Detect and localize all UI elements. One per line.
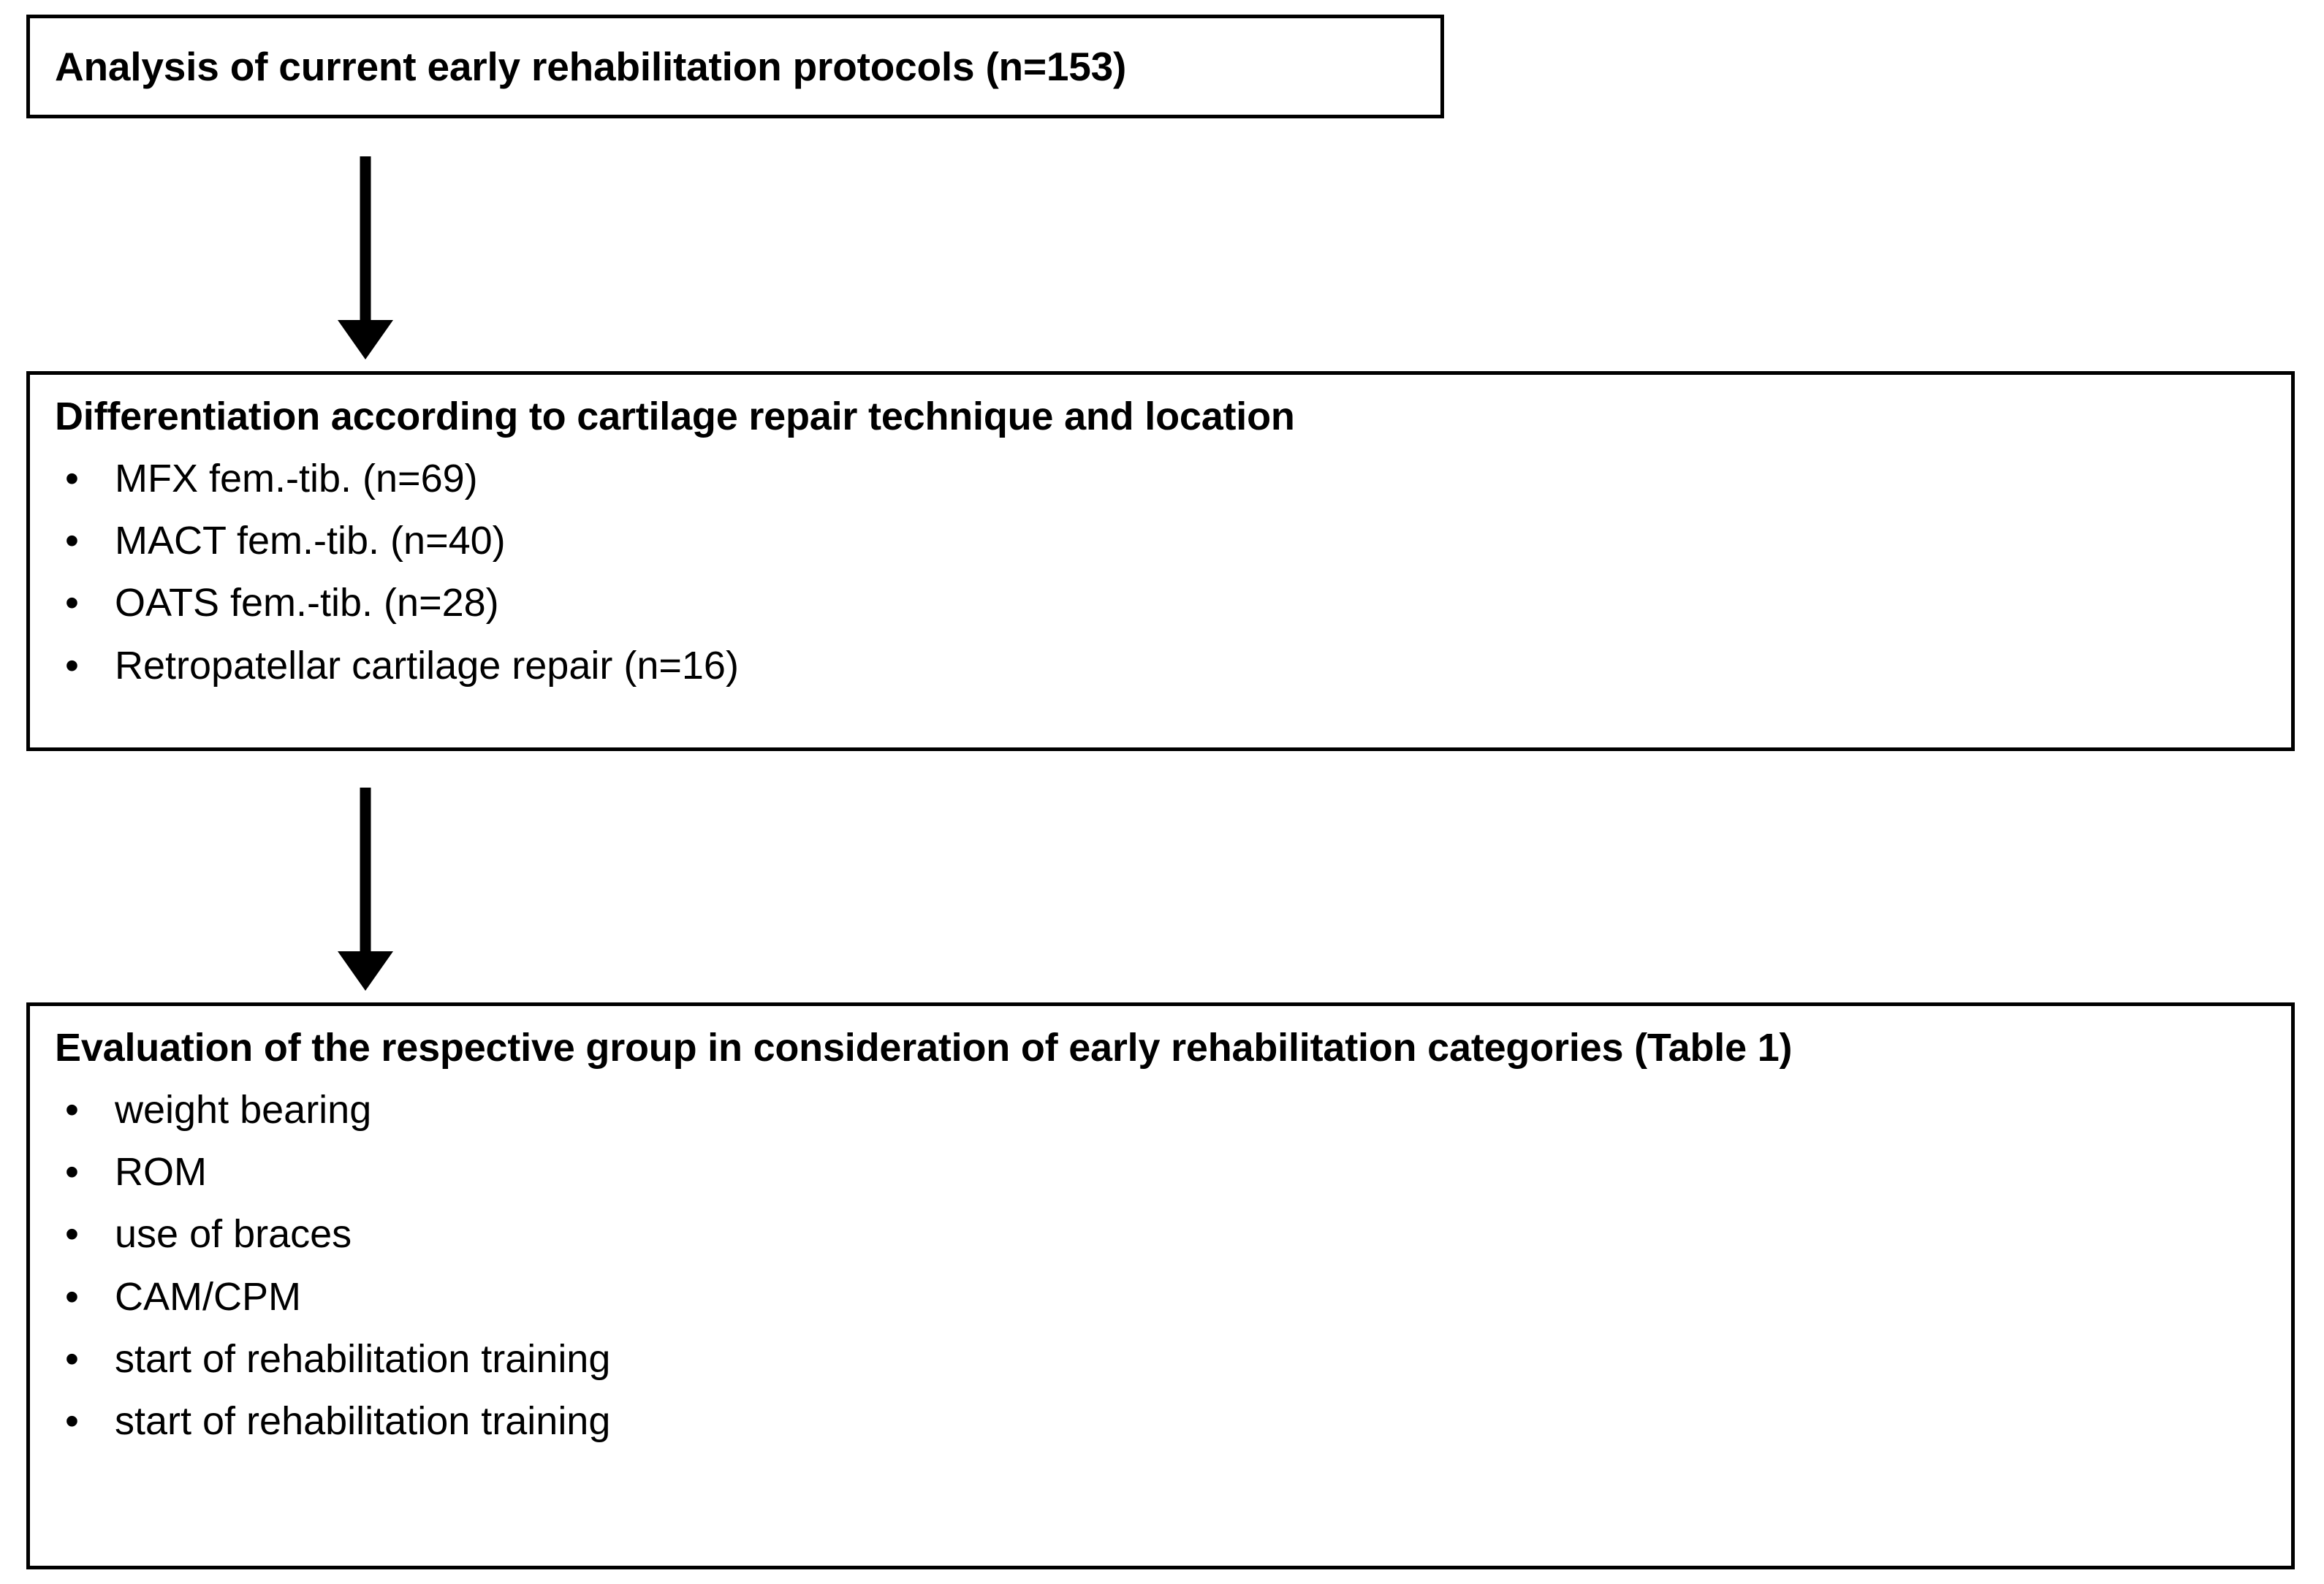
arrow-shaft: [360, 156, 371, 320]
flow-node-evaluation-list: [55, 1079, 2266, 1453]
flow-node-analysis: [26, 15, 1444, 118]
list-item: [55, 1141, 2266, 1203]
list-item: [55, 572, 2266, 634]
flow-node-differentiation: [26, 371, 2295, 751]
list-item: [55, 1328, 2266, 1390]
list-item-label: Retropatellar cartilage repair (n=16): [115, 643, 739, 688]
list-item-label: CAM/CPM: [115, 1274, 301, 1319]
bullet-icon: •: [65, 1150, 79, 1195]
flow-node-evaluation-title: Evaluation of the respective group in consideration of early rehabilitation categories (Table 1): [55, 1026, 1793, 1070]
arrow-head: [338, 951, 393, 991]
list-item: [55, 448, 2266, 510]
bullet-icon: •: [65, 643, 79, 688]
list-item: [55, 635, 2266, 697]
flow-node-evaluation: [26, 1002, 2295, 1569]
list-item: [55, 1390, 2266, 1452]
flow-node-analysis-title: Analysis of current early rehabilitation protocols (n=153): [55, 44, 1127, 89]
list-item-label: start of rehabilitation training: [115, 1399, 611, 1444]
bullet-icon: •: [65, 1212, 79, 1257]
list-item-label: OATS fem.-tib. (n=28): [115, 581, 499, 625]
arrow-shaft: [360, 788, 371, 951]
list-item: [55, 1266, 2266, 1328]
list-item-label: start of rehabilitation training: [115, 1336, 611, 1381]
bullet-icon: •: [65, 1274, 79, 1319]
flow-node-differentiation-title: Differentiation according to cartilage repair technique and location: [55, 395, 1295, 438]
list-item-label: ROM: [115, 1150, 207, 1195]
list-item-label: use of braces: [115, 1212, 352, 1257]
arrow-head: [338, 320, 393, 359]
list-item: [55, 510, 2266, 572]
bullet-icon: •: [65, 1399, 79, 1444]
bullet-icon: •: [65, 581, 79, 625]
down-arrow-icon: [322, 156, 409, 359]
bullet-icon: •: [65, 519, 79, 563]
flow-node-differentiation-list: [55, 448, 2266, 697]
list-item: [55, 1079, 2266, 1141]
list-item-label: weight bearing: [115, 1087, 372, 1132]
bullet-icon: •: [65, 1087, 79, 1132]
list-item-label: MACT fem.-tib. (n=40): [115, 519, 506, 563]
bullet-icon: •: [65, 456, 79, 500]
down-arrow-icon: [322, 788, 409, 991]
bullet-icon: •: [65, 1336, 79, 1381]
list-item-label: MFX fem.-tib. (n=69): [115, 456, 478, 500]
list-item: [55, 1203, 2266, 1265]
